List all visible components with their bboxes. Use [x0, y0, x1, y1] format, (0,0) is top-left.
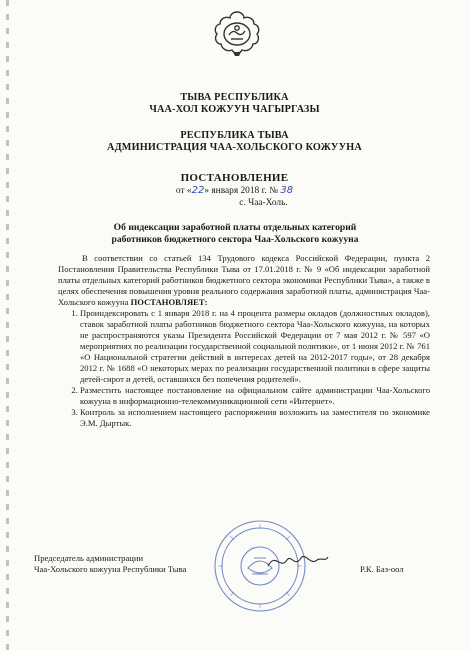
tuva-republic-title: ТЫВА РЕСПУБЛИКА: [180, 92, 289, 103]
ru-administration-title: АДМИНИСТРАЦИЯ ЧАА-ХОЛЬСКОГО КОЖУУНА: [107, 142, 362, 153]
subject-line-2: работников бюджетного сектора Чаа-Хольского кожууна: [111, 234, 359, 245]
decree-item-3: 3. Контроль за исполнением настоящего распоряжения возложить на заместителя по экономике Э.М. Дыртык.: [80, 407, 430, 429]
signatory-position-line-2: Чаа-Хольского кожууна Республики Тыва: [34, 564, 187, 574]
decree-place: с. Чаа-Холь.: [239, 198, 288, 208]
decree-date-line: [0, 185, 469, 196]
date-middle: » января 2018 г. №: [204, 186, 279, 196]
decree-item-2: 2. Разместить настоящее постановление на официальном сайте администрации Чаа-Хольского кожууна в информационно-телекоммуникационной сети «Интернет».: [80, 385, 430, 407]
decree-subject: [40, 222, 430, 246]
signatory-position-line-1: Председатель администрации: [34, 553, 144, 563]
tuva-administration-title: ЧАА-ХОЛ КОЖУУН ЧАГЫРГАЗЫ: [149, 104, 320, 115]
document-type-title: ПОСТАНОВЛЕНИЕ: [180, 172, 289, 184]
decree-number: 38: [280, 185, 294, 196]
preamble: [58, 253, 430, 308]
decree-body: [58, 253, 430, 429]
handwritten-signature-icon: [265, 548, 331, 574]
preamble-text: В соответствии со статьей 134 Трудового кодекса Российской Федерации, пункта 2 Постановления Правительства Республики Тыва от 17.01.2018 г. № 9 «Об индексации заработной платы отдельных категорий работников бюджетного сектора экономики Республики Тыва», а также в целях обеспечения повышения уровня реального содержания заработной платы, администрация Чаа-Хольского кожууна: [58, 253, 430, 307]
decree-day: 22: [191, 185, 205, 196]
tuva-emblem-icon: [211, 8, 263, 58]
subject-line-1: Об индексации заработной платы отдельных категорий: [113, 222, 357, 233]
decree-item-1: 1. Проиндексировать с 1 января 2018 г. на 4 процента размеры окладов (должностных окладов), ставок заработной платы работников бюджетного сектора Чаа-Хольского кожууна, на которых не распространяются указы Президента Российской Федерации от 7 мая 2012 г. № 597 «О мероприятиях по реализации государственной социальной политики», от 1 июня 2012 г. № 761 «О Национальной стратегии действий в интересах детей на 2012-2017 годы», от 28 декабря 2012 г. № 1688 «О некоторых мерах по реализации государственной политики в сфере защиты детей-сирот и детей, оставшихся без попечения родителей».: [80, 308, 430, 385]
decree-items: [58, 308, 430, 429]
signatory-name: Р.К. Баз-оол: [360, 564, 404, 574]
ru-republic-title: РЕСПУБЛИКА ТЫВА: [180, 130, 289, 141]
resolve-word: ПОСТАНОВЛЯЕТ:: [130, 297, 208, 307]
date-prefix: от «: [175, 186, 192, 196]
